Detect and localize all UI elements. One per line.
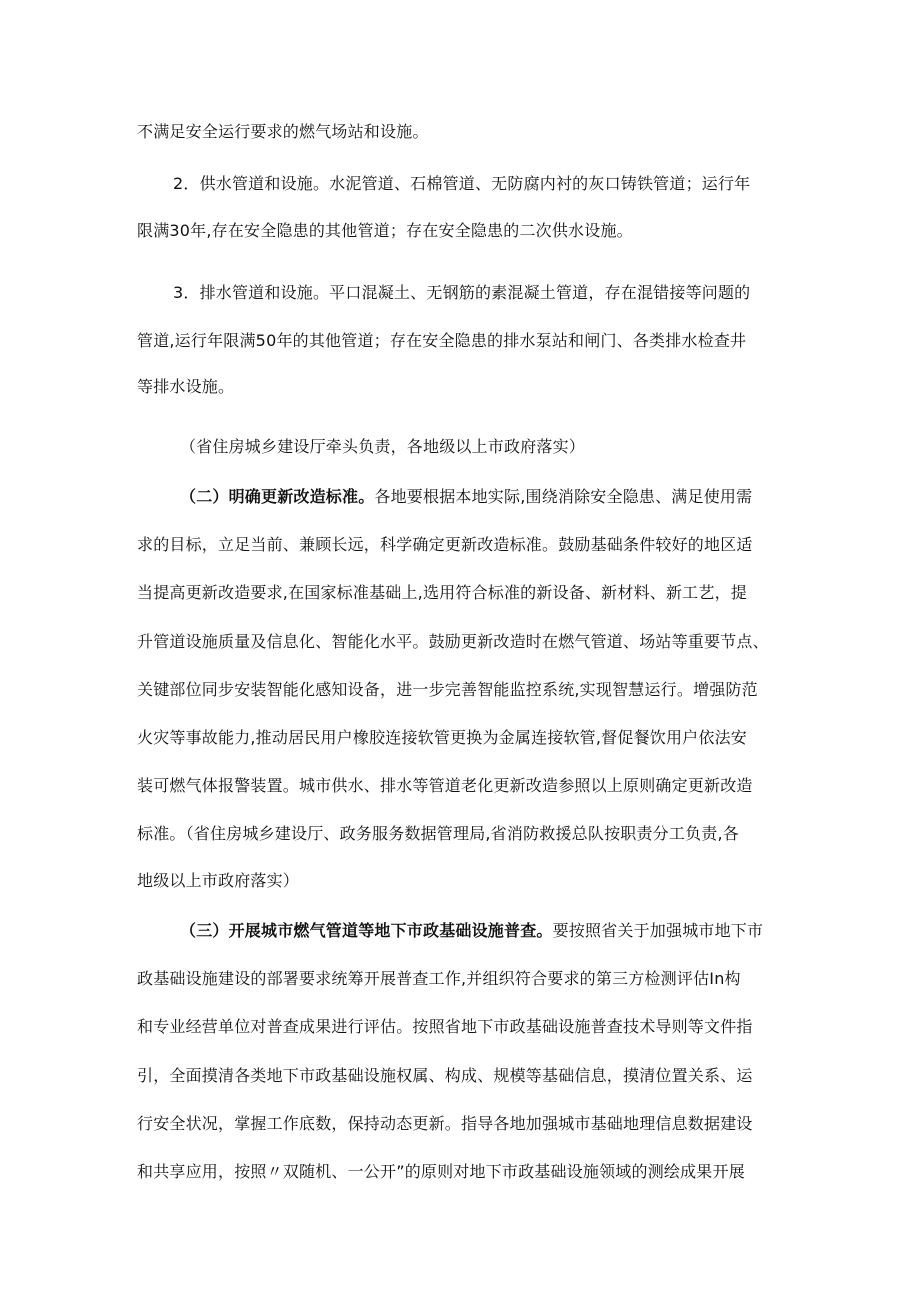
paragraph-line: 火灾等事故能力,推动居民用户橡胶连接软管更换为金属连接软管,督促餐饮用户依法安 <box>137 728 747 747</box>
paragraph-line: 求的目标，立足当前、兼顾长远，科学确定更新改造标准。鼓励基础条件较好的地区适 <box>137 535 753 554</box>
paragraph-line: 引，全面摸清各类地下市政基础设施权属、构成、规模等基础信息，摸清位置关系、运 <box>137 1066 753 1085</box>
section-3-line-1 <box>0 921 920 941</box>
paragraph-line: 管道,运行年限满50年的其他管道；存在安全隐患的排水泵站和闸门、各类排水检查井 <box>137 331 747 350</box>
section-heading: （三）开展城市燃气管道等地下市政基础设施普查。 <box>180 921 553 940</box>
section-2-line-1 <box>0 487 920 507</box>
paragraph-text: 要按照省关于加强城市地下市 <box>552 921 764 940</box>
paragraph-line: 和专业经营单位对普查成果进行评估。按照省地下市政基础设施普查技术导则等文件指 <box>137 1017 753 1036</box>
paragraph-line: 和共享应用，按照〃双随机、一公开”的原则对地下市政基础设施领域的测绘成果开展 <box>137 1162 745 1181</box>
paragraph-line: 行安全状况，掌握工作底数，保持动态更新。指导各地加强城市基础地理信息数据建设 <box>137 1114 753 1133</box>
paragraph-line: 限满30年,存在安全隐患的其他管道；存在安全隐患的二次供水设施。 <box>137 221 633 240</box>
paragraph-line: 升管道设施质量及信息化、智能化水平。鼓励更新改造时在燃气管道、场站等重要节点、 <box>137 632 769 651</box>
paragraph-line: 政基础设施建设的部署要求统筹开展普查工作,并组织符合要求的第三方检测评估In构 <box>137 969 741 988</box>
paragraph-line: 当提高更新改造要求,在国家标准基础上,选用符合标准的新设备、新材料、新工艺，提 <box>137 583 747 602</box>
responsibility-note: （省住房城乡建设厅牵头负责，各地级以上市政府落实） <box>180 437 586 456</box>
paragraph-line: 关键部位同步安装智能化感知设备，进一步完善智能监控系统,实现智慧运行。增强防范 <box>137 680 758 699</box>
paragraph-line: 装可燃气体报警装置。城市供水、排水等管道老化更新改造参照以上原则确定更新改造 <box>137 776 753 795</box>
paragraph-line: 3．排水管道和设施。平口混凝土、无钢筋的素混凝土管道，存在混错接等问题的 <box>173 283 751 302</box>
paragraph-line: 地级以上市政府落实） <box>137 871 300 890</box>
paragraph-line: 标准。（省住房城乡建设厅、政务服务数据管理局,省消防救援总队按职责分工负责,各 <box>137 824 739 843</box>
paragraph-line: 不满足安全运行要求的燃气场站和设施。 <box>137 122 429 141</box>
section-heading: （二）明确更新改造标准。 <box>180 487 375 506</box>
paragraph-line: 等排水设施。 <box>137 377 235 396</box>
paragraph-line: 2．供水管道和设施。水泥管道、石棉管道、无防腐内衬的灰口铸铁管道；运行年 <box>173 174 751 193</box>
paragraph-text: 各地要根据本地实际,围绕消除安全隐患、满足使用需 <box>374 487 753 506</box>
